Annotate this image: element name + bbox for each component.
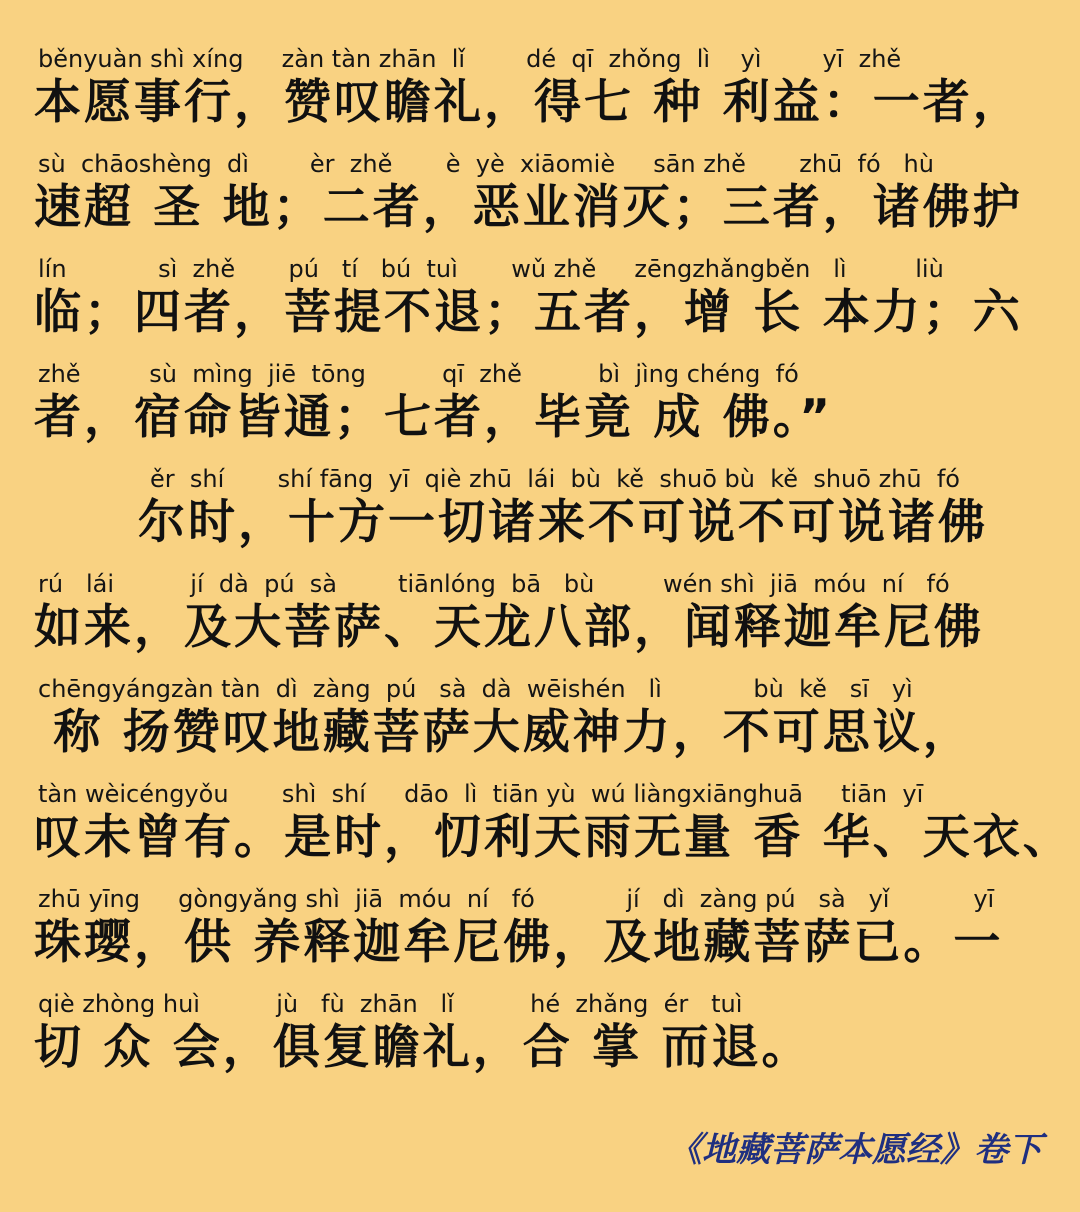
pinyin-annotation: qiè zhòng huì jù fù zhān lǐ hé zhǎng ér tuì (38, 990, 743, 1018)
source-citation: 《地藏菩萨本愿经》卷下 (668, 1130, 1042, 1170)
hanzi-text: 珠璎，供 养释迦牟尼佛，及地藏菩萨已。一 (34, 915, 1004, 970)
pinyin-annotation: tàn wèicéngyǒu shì shí dāo lì tiān yù wú liàngxiānghuā tiān yī (38, 780, 924, 808)
verse-line-2 (0, 147, 1080, 252)
pinyin-annotation: sù chāoshèng dì èr zhě è yè xiāomiè sān zhě zhū fó hù (38, 150, 934, 178)
pinyin-annotation: lín sì zhě pú tí bú tuì wǔ zhě zēngzhǎngběn lì liù (38, 255, 944, 283)
verse-line-7 (0, 672, 1080, 777)
hanzi-text: 叹未曾有。是时，忉利天雨无量 香 华、天衣、 (34, 810, 1073, 865)
verse-line-8 (0, 777, 1080, 882)
pinyin-annotation: zhě sù mìng jiē tōng qī zhě bì jìng chéng fó (38, 360, 799, 388)
verse-line-10 (0, 987, 1080, 1092)
pinyin-annotation: chēngyángzàn tàn dì zàng pú sà dà wēishén lì bù kě sī yì (38, 675, 913, 703)
verse-line-6 (0, 567, 1080, 672)
hanzi-text: 本愿事行，赞叹瞻礼，得七 种 利益：一者， (34, 75, 1023, 130)
verse-line-5 (0, 462, 1080, 567)
hanzi-text: 临；四者，菩提不退；五者，增 长 本力；六 (34, 285, 1023, 340)
verse-line-1 (0, 42, 1080, 147)
pinyin-annotation: běnyuàn shì xíng zàn tàn zhān lǐ dé qī zhǒng lì yì yī zhě (38, 45, 902, 73)
pinyin-annotation: ěr shí shí fāng yī qiè zhū lái bù kě shuō bù kě shuō zhū fó (150, 465, 960, 493)
hanzi-text: 如来，及大菩萨、天龙八部，闻释迦牟尼佛 (34, 600, 984, 655)
verse-line-4 (0, 357, 1080, 462)
hanzi-text: 者，宿命皆通；七者，毕竟 成 佛。” (34, 390, 834, 445)
verse-line-9 (0, 882, 1080, 987)
pinyin-annotation: zhū yīng gòngyǎng shì jiā móu ní fó jí dì zàng pú sà yǐ yī (38, 885, 995, 913)
verse-line-3 (0, 252, 1080, 357)
hanzi-text: 尔时，十方一切诸来不可说不可说诸佛 (138, 495, 988, 550)
hanzi-text: 称 扬赞叹地藏菩萨大威神力，不可思议， (34, 705, 973, 760)
pinyin-annotation: rú lái jí dà pú sà tiānlóng bā bù wén shì jiā móu ní fó (38, 570, 950, 598)
hanzi-text: 切 众 会，俱复瞻礼，合 掌 而退。 (34, 1020, 812, 1075)
hanzi-text: 速超 圣 地；二者，恶业消灭；三者，诸佛护 (34, 180, 1023, 235)
